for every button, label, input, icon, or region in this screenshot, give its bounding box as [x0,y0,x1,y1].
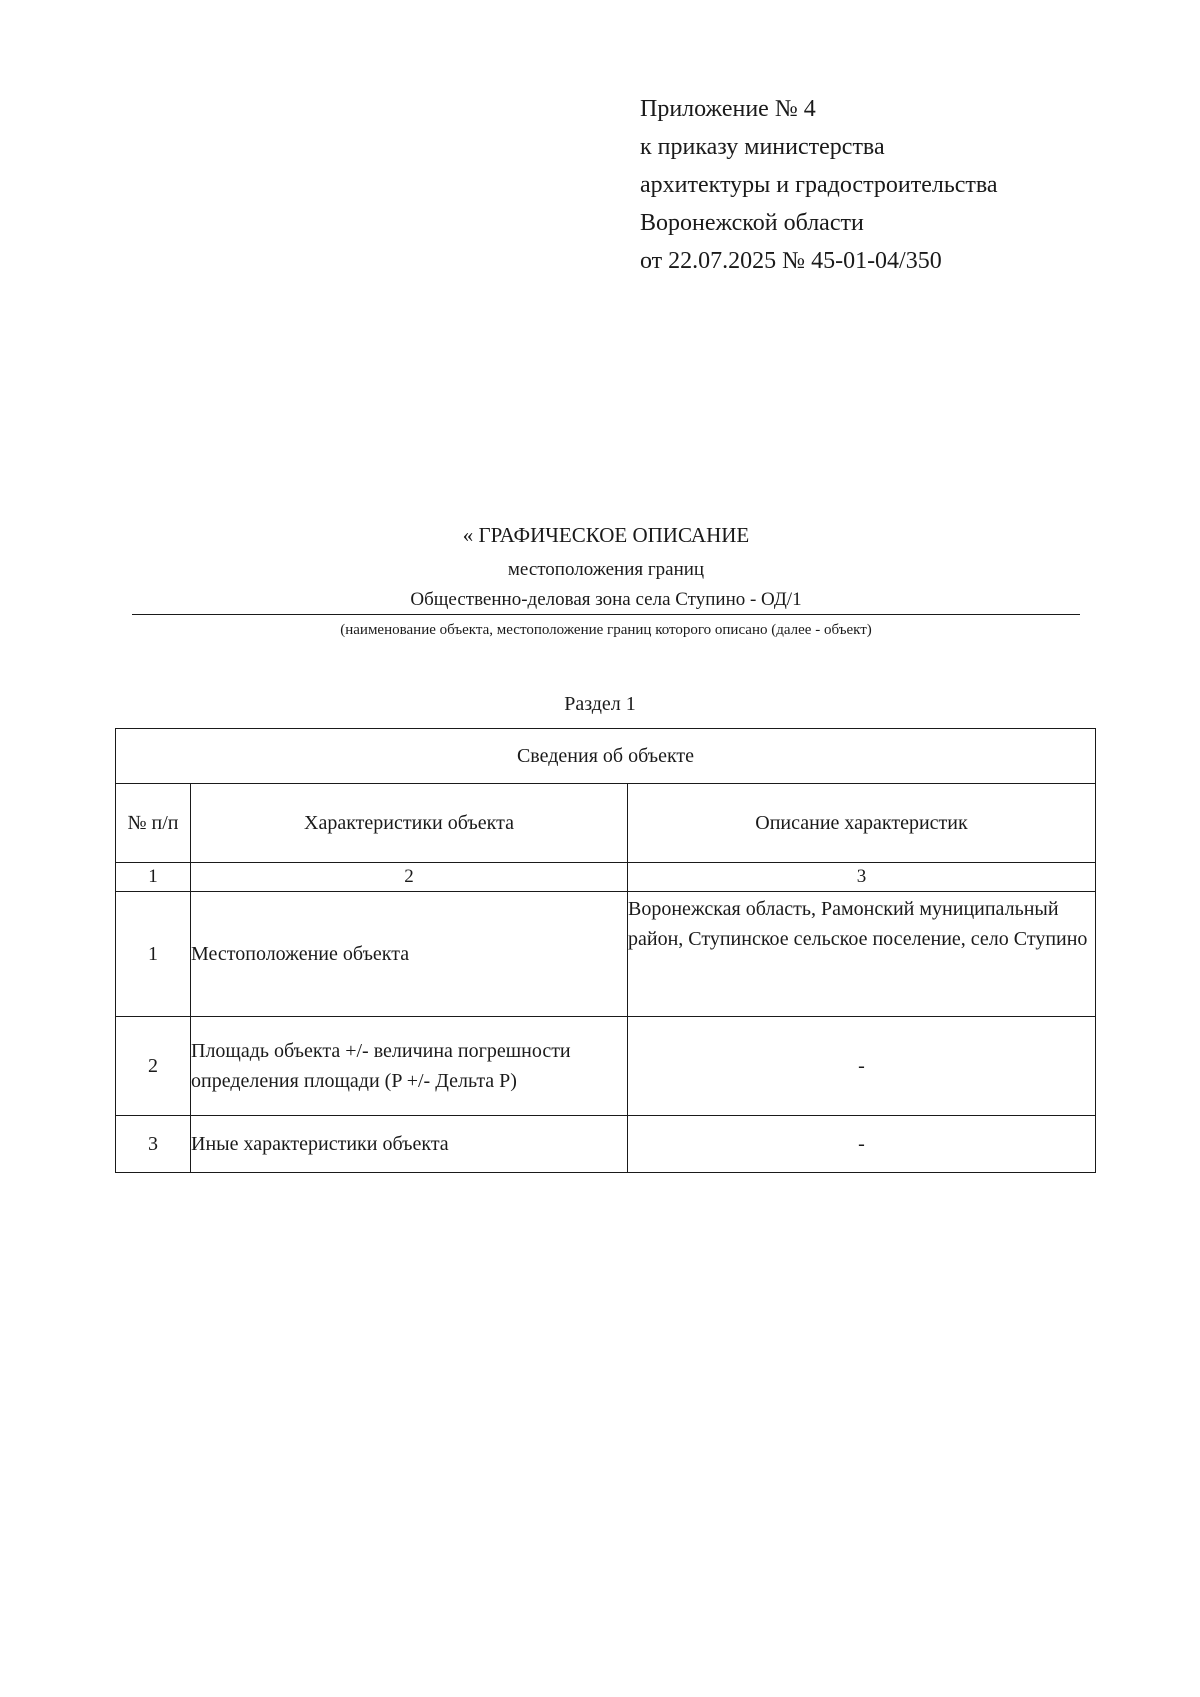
table-index-row [116,863,1096,892]
row-description: - [628,1116,1096,1173]
index-cell-3: 3 [628,863,1096,892]
header-description: Описание характеристик [628,784,1096,863]
object-name-caption: (наименование объекта, местоположение границ которого описано (далее - объект) [340,622,872,638]
header-number: № п/п [116,784,191,863]
table-row [116,1017,1096,1116]
row-description: - [628,1017,1096,1116]
appendix-line-1: Приложение № 4 [640,96,816,122]
object-name-underline [132,614,1080,615]
table-row [116,892,1096,1017]
table-header-row [116,784,1096,863]
appendix-line-2: к приказу министерства [640,134,885,160]
row-characteristic: Площадь объекта +/- величина погрешности определения площади (P +/- Дельта P) [191,1017,628,1116]
index-cell-1: 1 [116,863,191,892]
table-caption: Сведения об объекте [116,729,1096,784]
row-characteristic: Местоположение объекта [191,892,628,1017]
row-characteristic: Иные характеристики объекта [191,1116,628,1173]
row-number: 1 [116,892,191,1017]
section-label: Раздел 1 [564,693,636,715]
row-number: 3 [116,1116,191,1173]
table-row [116,1116,1096,1173]
document-subtitle: местоположения границ [507,559,705,580]
table-caption-row [116,729,1096,784]
object-name: Общественно-деловая зона села Ступино - ОД/1 [410,589,802,610]
appendix-block [640,90,1120,280]
row-number: 2 [116,1017,191,1116]
index-cell-2: 2 [191,863,628,892]
title-block [132,520,1080,642]
appendix-line-4: Воронежской области [640,210,864,236]
header-characteristic: Характеристики объекта [191,784,628,863]
document-title: « ГРАФИЧЕСКОЕ ОПИСАНИЕ [462,523,750,547]
object-info-table [115,728,1096,1173]
appendix-line-3: архитектуры и градостроительства [640,172,998,198]
row-description: Воронежская область, Рамонский муниципальный район, Ступинское сельское поселение, село Ступино [628,892,1096,1017]
appendix-line-5: от 22.07.2025 № 45-01-04/350 [640,248,942,274]
